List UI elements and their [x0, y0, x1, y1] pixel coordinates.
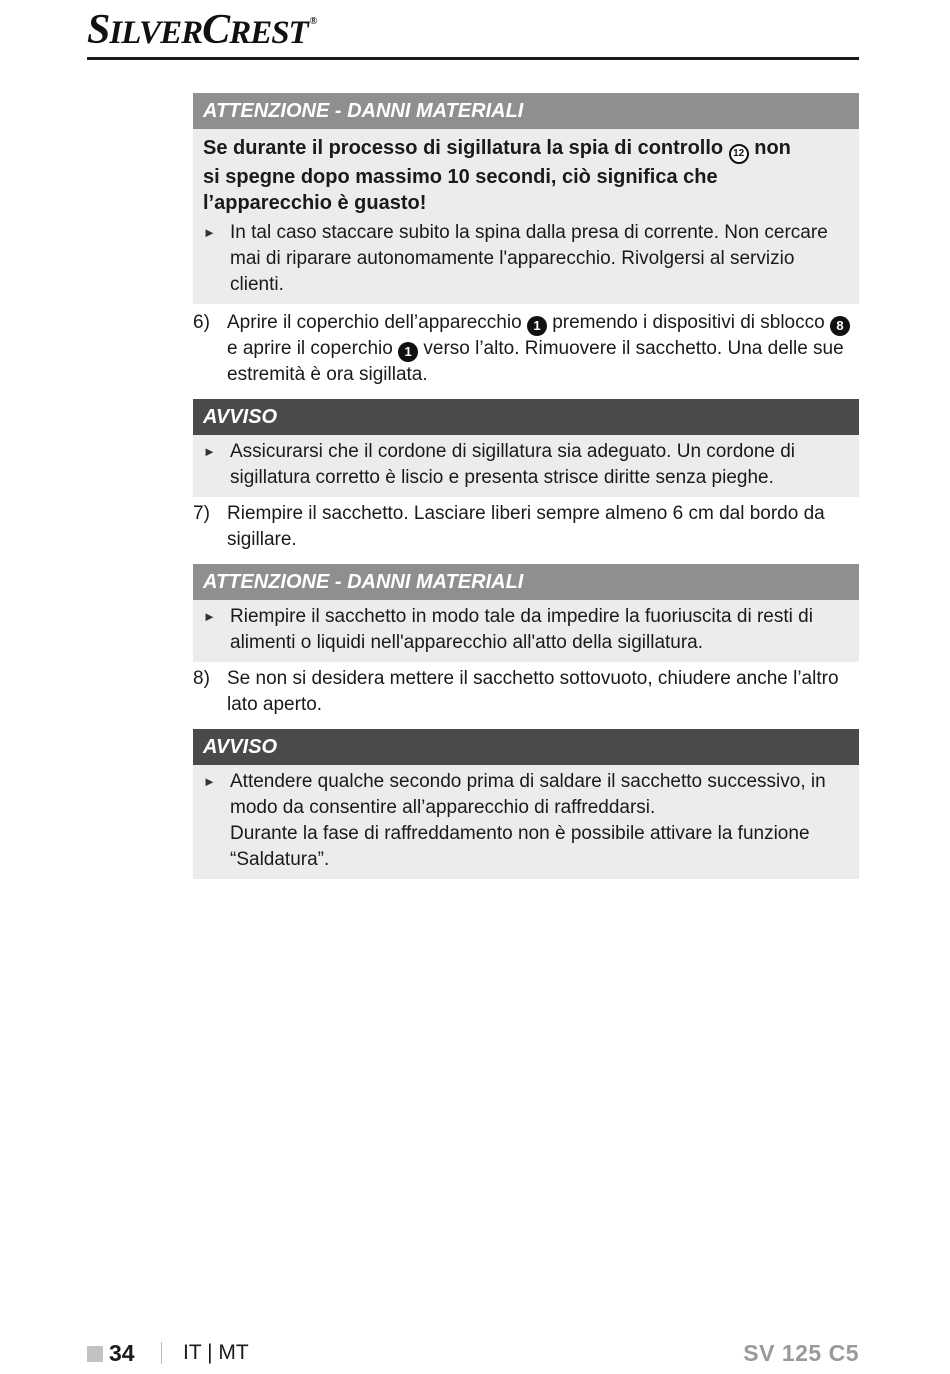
language-codes: IT | MT	[183, 1341, 249, 1364]
footer-square-icon	[87, 1346, 103, 1362]
step-item	[193, 501, 859, 553]
bullet-arrow-icon: ►	[203, 774, 216, 789]
caution-box	[193, 564, 859, 662]
caution-body	[193, 129, 859, 304]
bullet-text: Riempire il sacchetto in modo tale da impedire la fuoriuscita di resti di alimenti o liquidi nell'apparecchio all'atto della sigillatura.	[230, 606, 813, 653]
brand-part: REST	[229, 15, 308, 51]
bullet-text: Durante la fase di raffreddamento non è possibile attivare la funzione “Saldatura”.	[230, 823, 810, 870]
note-box	[193, 729, 859, 879]
ref-badge: 1	[527, 316, 547, 336]
bullet-arrow-icon: ►	[203, 225, 216, 240]
warning-part: non si spegne dopo massimo 10 secondi, ciò significa che l’apparecchio è guasto!	[203, 137, 791, 214]
page-footer	[87, 1340, 859, 1370]
step-number: 6)	[193, 312, 210, 333]
note-box	[193, 399, 859, 497]
bullet-text: In tal caso staccare subito la spina dalla presa di corrente. Non cercare mai di riparare autonomamente l'apparecchio. Rivolgersi al servizio clienti.	[230, 222, 828, 295]
warning-text	[203, 133, 793, 216]
ref-badge: 1	[398, 342, 418, 362]
footer-divider	[161, 1342, 162, 1364]
ref-badge: 12	[729, 144, 749, 164]
step-text: e aprire il coperchio	[227, 338, 399, 359]
step-text: Se non si desidera mettere il sacchetto sottovuoto, chiudere anche l’altro lato aperto.	[227, 668, 839, 715]
step-item	[193, 310, 859, 388]
page-number: 34	[109, 1340, 135, 1366]
step-text: premendo i dispositivi di sblocco	[546, 312, 830, 333]
registered-mark: ®	[309, 16, 317, 27]
bullet-text: Attendere qualche secondo prima di saldare il sacchetto successivo, in modo da consentire all’apparecchio di raffreddarsi.	[230, 771, 826, 818]
page-content	[193, 93, 859, 879]
brand-logo	[87, 6, 316, 54]
note-title: AVVISO	[193, 399, 859, 435]
step-number: 7)	[193, 503, 210, 524]
bullet-item	[203, 439, 850, 491]
bullet-arrow-icon: ►	[203, 609, 216, 624]
step-text: Riempire il sacchetto. Lasciare liberi sempre almeno 6 cm dal bordo da sigillare.	[227, 503, 825, 550]
bullet-item	[203, 604, 850, 656]
brand-letter: S	[87, 7, 110, 53]
note-title: AVVISO	[193, 729, 859, 765]
bullet-item	[203, 769, 850, 873]
model-number: SV 125 C5	[743, 1340, 859, 1366]
bullet-arrow-icon: ►	[203, 444, 216, 459]
brand-part: ILVER	[109, 15, 203, 51]
brand-letter: C	[202, 7, 230, 53]
header-rule	[87, 57, 859, 60]
caution-box	[193, 93, 859, 304]
caution-title: ATTENZIONE - DANNI MATERIALI	[193, 93, 859, 129]
bullet-item	[203, 220, 850, 298]
caution-body	[193, 600, 859, 662]
caution-title: ATTENZIONE - DANNI MATERIALI	[193, 564, 859, 600]
warning-part: Se durante il processo di sigillatura la spia di controllo	[203, 137, 729, 159]
ref-badge: 8	[830, 316, 850, 336]
step-text: Aprire il coperchio dell’apparecchio	[227, 312, 527, 333]
note-body	[193, 435, 859, 497]
step-item	[193, 666, 859, 718]
step-text: verso l’alto. Rimuovere il sacchetto. Una delle sue estremità è ora sigillata.	[227, 338, 844, 385]
note-body	[193, 765, 859, 879]
bullet-text: Assicurarsi che il cordone di sigillatura sia adeguato. Un cordone di sigillatura corretto è liscio e presenta strisce diritte senza pieghe.	[230, 441, 796, 488]
step-number: 8)	[193, 668, 210, 689]
